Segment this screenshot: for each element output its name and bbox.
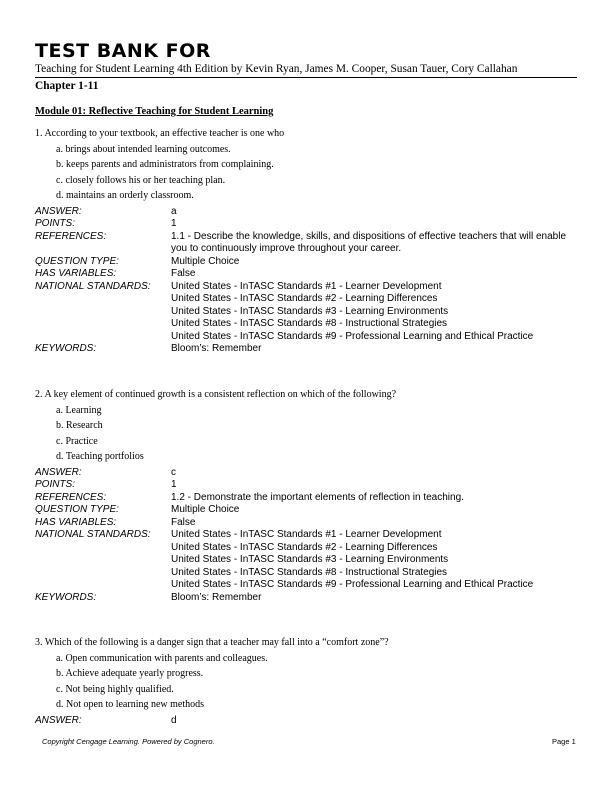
- references-label: REFERENCES:: [35, 491, 107, 503]
- standard-item: United States - InTASC Standards #3 - Learning Environments: [171, 554, 449, 565]
- standard-item: United States - InTASC Standards #9 - Professional Learning and Ethical Practice: [171, 330, 534, 342]
- module-heading: Module 01: Reflective Teaching for Student Learning: [35, 106, 274, 117]
- standard-item: United States - InTASC Standards #1 - Learner Development: [171, 280, 442, 292]
- footer-page-number: Page 1: [552, 737, 576, 746]
- keywords-row: [35, 592, 580, 605]
- has-variables-row: [35, 268, 580, 281]
- answer-value: a: [171, 205, 177, 217]
- references-value: 1.2 - Demonstrate the important elements of reflection in teaching.: [171, 491, 464, 503]
- national-standards-label: NATIONAL STANDARDS:: [35, 280, 151, 292]
- references-label: REFERENCES:: [35, 230, 107, 242]
- answer-option: c. Not being highly qualified.: [56, 683, 174, 695]
- points-value: 1: [171, 218, 177, 229]
- standard-item: United States - InTASC Standards #2 - Learning Differences: [171, 293, 438, 304]
- answer-option: a. Learning: [56, 404, 102, 416]
- answer-option: a. brings about intended learning outcomes.: [56, 143, 231, 155]
- references-row: [35, 231, 580, 256]
- has-variables-label: HAS VARIABLES:: [35, 516, 117, 528]
- question-type-value: Multiple Choice: [171, 255, 240, 267]
- answer-value: c: [171, 466, 176, 478]
- points-row: [35, 479, 580, 492]
- has-variables-value: False: [171, 268, 196, 279]
- points-row: [35, 218, 580, 231]
- answer-option: b. Achieve adequate yearly progress.: [56, 668, 204, 679]
- answer-value: d: [171, 714, 177, 726]
- answer-label: ANSWER:: [35, 714, 82, 726]
- document-title: TEST BANK FOR: [35, 40, 211, 62]
- answer-row: [35, 715, 580, 728]
- keywords-label: KEYWORDS:: [35, 343, 97, 354]
- points-label: POINTS:: [35, 479, 76, 490]
- national-standards-row: [35, 281, 580, 344]
- answer-option: b. Research: [56, 420, 103, 431]
- points-label: POINTS:: [35, 218, 76, 229]
- has-variables-label: HAS VARIABLES:: [35, 268, 117, 279]
- points-value: 1: [171, 479, 177, 490]
- footer-copyright: Copyright Cengage Learning. Powered by Cognero.: [42, 737, 215, 746]
- question-stem: 1. According to your textbook, an effective teacher is one who: [35, 128, 285, 139]
- national-standards-label: NATIONAL STANDARDS:: [35, 529, 151, 540]
- question-type-label: QUESTION TYPE:: [35, 504, 119, 515]
- answer-option: c. closely follows his or her teaching plan.: [56, 174, 226, 186]
- question-1: [35, 128, 580, 356]
- answer-option: b. keeps parents and administrators from complaining.: [56, 159, 274, 170]
- references-value: 1.1 - Describe the knowledge, skills, and dispositions of effective teachers that will enable you to continuously improve throughout your career.: [171, 230, 567, 254]
- references-row: [35, 492, 580, 505]
- national-standards-row: [35, 529, 580, 592]
- answer-option: d. Teaching portfolios: [56, 451, 144, 462]
- question-type-value: Multiple Choice: [171, 504, 240, 515]
- answer-option: d. Not open to learning new methods: [56, 699, 205, 710]
- keywords-label: KEYWORDS:: [35, 591, 97, 603]
- standard-item: United States - InTASC Standards #2 - Learning Differences: [171, 541, 438, 553]
- answer-label: ANSWER:: [35, 205, 82, 217]
- answer-row: [35, 467, 580, 480]
- answer-option: c. Practice: [56, 435, 98, 447]
- question-3: [35, 637, 580, 727]
- standard-item: United States - InTASC Standards #8 - Instructional Strategies: [171, 566, 448, 578]
- question-stem: 3. Which of the following is a danger sign that a teacher may fall into a “comfort zone”?: [35, 637, 389, 648]
- header-rule: [35, 77, 577, 78]
- answer-option: d. maintains an orderly classroom.: [56, 190, 194, 201]
- question-2: [35, 389, 580, 604]
- standard-item: United States - InTASC Standards #3 - Learning Environments: [171, 305, 449, 317]
- standard-item: United States - InTASC Standards #9 - Professional Learning and Ethical Practice: [171, 579, 534, 590]
- keywords-value: Bloom’s: Remember: [171, 343, 262, 354]
- answer-label: ANSWER:: [35, 466, 82, 478]
- question-type-row: [35, 256, 580, 269]
- answer-row: [35, 206, 580, 219]
- question-type-row: [35, 504, 580, 517]
- chapter-heading: Chapter 1-11: [35, 80, 99, 92]
- keywords-value: Bloom’s: Remember: [171, 591, 262, 603]
- keywords-row: [35, 343, 580, 356]
- standard-item: United States - InTASC Standards #8 - Instructional Strategies: [171, 318, 448, 329]
- standard-item: United States - InTASC Standards #1 - Learner Development: [171, 529, 442, 540]
- has-variables-value: False: [171, 516, 196, 528]
- has-variables-row: [35, 517, 580, 530]
- document-subtitle: Teaching for Student Learning 4th Edition by Kevin Ryan, James M. Cooper, Susan Tauer, Cory Callahan: [35, 63, 518, 75]
- answer-option: a. Open communication with parents and colleagues.: [56, 652, 268, 664]
- question-type-label: QUESTION TYPE:: [35, 255, 119, 267]
- question-stem: 2. A key element of continued growth is a consistent reflection on which of the following?: [35, 389, 397, 400]
